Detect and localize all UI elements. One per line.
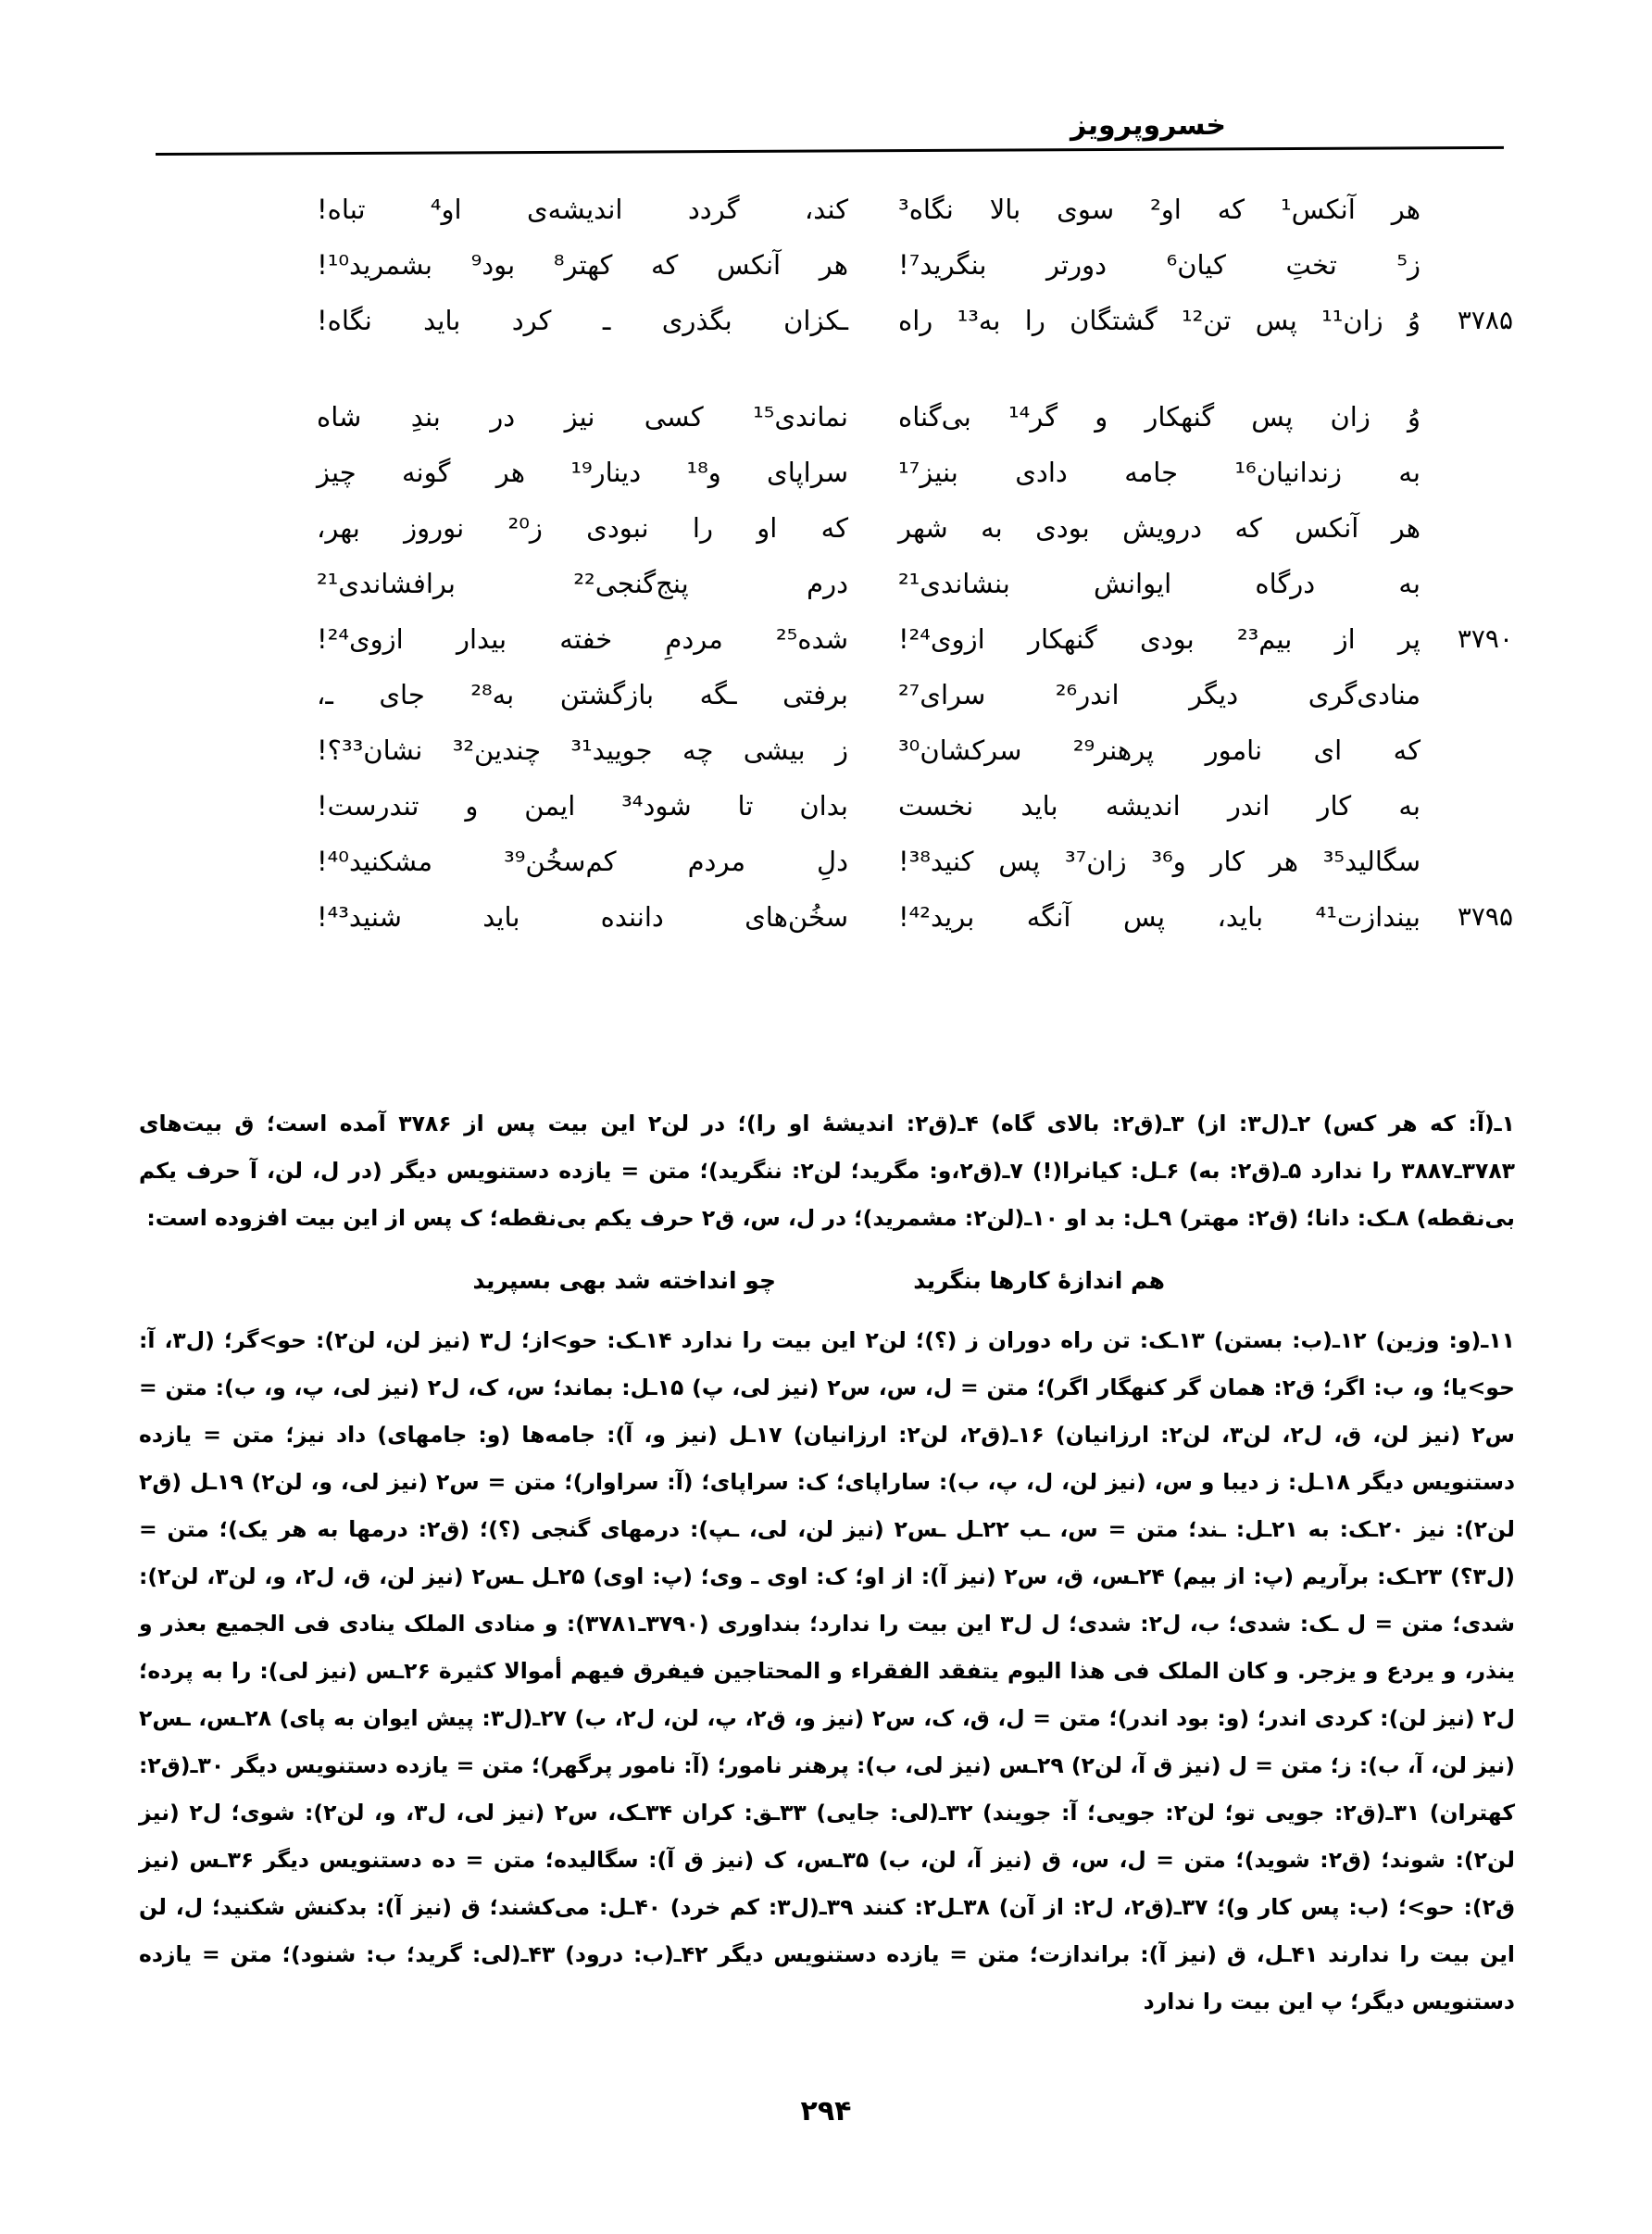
verse-word: به: [1398, 457, 1420, 488]
hemistich-first: [870, 778, 1424, 834]
hemistich-second: [317, 182, 870, 237]
verse-word: و¹⁸: [686, 457, 721, 488]
verse-word: سرای²⁷: [898, 679, 986, 710]
hemistich-first: [870, 889, 1424, 945]
verse-word: و: [1095, 401, 1108, 433]
hemistich-first: [870, 445, 1424, 500]
verse-word: و³⁶: [1151, 846, 1186, 877]
verse-line: [139, 611, 1513, 667]
verse-word: کار: [1317, 790, 1352, 822]
hemistich-first: [870, 389, 1424, 445]
verse-word: کنید³⁸!: [898, 846, 974, 877]
verse-word: هر: [819, 249, 848, 281]
hemistich-first: [870, 500, 1424, 556]
verse-line: [139, 889, 1513, 945]
verse-word: گردد: [687, 194, 740, 225]
verse-word: به: [1398, 790, 1420, 822]
verse-word: و: [465, 790, 479, 822]
verse-word: سوی: [1057, 194, 1115, 225]
verse-word: شود³⁴: [621, 790, 692, 822]
verse-word: سراپای: [767, 457, 848, 488]
verse-word: گنهکار: [1027, 623, 1097, 655]
hemistich-second-text: [317, 500, 848, 556]
verse-word: شنید⁴³!: [317, 901, 402, 933]
verse-area: [139, 182, 1513, 985]
verse-word: ـ: [602, 305, 611, 336]
hemistich-first: [870, 667, 1424, 722]
verse-word: هر: [1391, 512, 1420, 544]
verse-word: سخُن‌های: [745, 901, 848, 933]
verse-word: دادی: [1015, 457, 1068, 488]
verse-word: کرد: [511, 305, 552, 336]
verse-word: که: [1217, 194, 1245, 225]
verse-word: بود⁹: [470, 249, 516, 281]
apparatus-block-1: ۱ـ(آ: که هر کس) ۲ـ(ل۳: از) ۳ـ(ق۲: بالای گاه) ۴ـ(ق۲: اندیشهٔ او را)؛ در لن۲ این بیت پس از ۳۷۸۶ آمده است؛ ق بیت‌های ۳۷۸۳ـ۳۸۸۷ را ندارد ۵ـ(ق۲: به) ۶ـل: کیانرا(!) ۷ـ(ق۲،و: مگرید؛ لن۲: ننگرید)؛ متن = یازده دستنویس دیگر (در ل، لن، آ حرف یکم بی‌نقطه) ۸ـک: دانا؛ (ق۲: مهتر) ۹ـل: بد او ۱۰ـ(لن۲: مشمرید)؛ در ل، س، ق۲ حرف یکم بی‌نقطه؛ ک پس از این بیت افزوده است:: [139, 1111, 1516, 1231]
hemistich-first-text: [898, 611, 1420, 667]
verse-word: کار: [1210, 846, 1245, 877]
verse-word: در: [490, 401, 516, 433]
hemistich-first-text: [898, 500, 1420, 556]
verse-word: تن¹²: [1182, 305, 1232, 336]
hemistich-second: [317, 722, 870, 778]
verse-word: منادی‌گری: [1308, 679, 1420, 710]
hemistich-first-text: [898, 722, 1420, 778]
verse-word: آنکس: [1295, 512, 1359, 544]
verse-word: گونه: [402, 457, 451, 488]
verse-word: چندین³²: [452, 734, 542, 766]
verse-word: ایمن: [524, 790, 576, 822]
hemistich-first: [870, 293, 1424, 348]
verse-word: آنکس: [716, 249, 782, 281]
verse-word: چیز: [317, 457, 357, 488]
verse-word: دیگر: [1189, 679, 1239, 710]
hemistich-first: [870, 182, 1424, 237]
verse-word: به¹³: [957, 305, 1001, 336]
verse-word: خفته: [559, 623, 613, 655]
verse-word: بودی: [1035, 512, 1090, 544]
verse-word: بازگشتن: [559, 679, 655, 710]
verse-word: وُ: [1407, 401, 1420, 433]
verse-word: بنگرید⁷!: [898, 249, 987, 281]
verse-word: را: [1024, 305, 1045, 336]
hemistich-first: [870, 834, 1424, 889]
verse-line: [139, 237, 1513, 293]
hemistich-first-text: [898, 556, 1420, 611]
verse-word: پس: [1255, 305, 1297, 336]
verse-word: بیشی: [743, 734, 806, 766]
verse-word: بندِ: [410, 401, 441, 433]
verse-word: ازوی²⁴!: [898, 623, 985, 655]
stanza: [139, 389, 1513, 945]
verse-line: [139, 778, 1513, 834]
verse-word: که: [1393, 734, 1420, 766]
hemistich-second: [317, 611, 870, 667]
inserted-verse-hemistich-right: هم اندازهٔ کارها بنگرید: [913, 1267, 1165, 1294]
verse-word: ز: [834, 734, 848, 766]
running-head: [148, 109, 1504, 165]
verse-word: نگاه³: [898, 194, 954, 225]
hemistich-second-text: [317, 182, 848, 237]
verse-word: ز²⁰: [507, 512, 543, 544]
verse-word: باید: [1020, 790, 1058, 822]
verse-word: ز⁵: [1396, 249, 1420, 281]
hemistich-first: [870, 722, 1424, 778]
verse-word: بیندازت⁴¹: [1315, 901, 1420, 933]
verse-line: [139, 182, 1513, 237]
page-number: ۲۹۴: [800, 2095, 852, 2127]
verse-word: زان: [1330, 401, 1370, 433]
verse-word: که: [651, 249, 679, 281]
verse-word: باید،: [1217, 901, 1264, 933]
verse-word: شهر: [898, 512, 948, 544]
verse-word: نامور: [1205, 734, 1263, 766]
verse-line: [139, 445, 1513, 500]
hemistich-first-text: [898, 834, 1420, 889]
critical-apparatus: [139, 1100, 1515, 2026]
verse-word: جامه: [1124, 457, 1179, 488]
verse-word: زندانیان¹⁶: [1234, 457, 1342, 488]
hemistich-second-text: [317, 389, 848, 445]
verse-word: هر: [1391, 194, 1420, 225]
verse-word: شده²⁵: [776, 623, 848, 655]
verse-word: زان¹¹: [1321, 305, 1383, 336]
verse-line: [139, 500, 1513, 556]
verse-word: آنکس¹: [1281, 194, 1356, 225]
verse-word: داننده: [600, 901, 664, 933]
hemistich-second: [317, 778, 870, 834]
verse-word: ـکزان: [783, 305, 848, 336]
hemistich-second-text: [317, 889, 848, 945]
verse-word: اندیشه: [1105, 790, 1181, 822]
verse-word: جای: [379, 679, 425, 710]
verse-word: بشمرید¹⁰!: [317, 249, 432, 281]
verse-word: را: [692, 512, 713, 544]
verse-word: پس: [1251, 401, 1294, 433]
verse-word: بودی: [1140, 623, 1195, 655]
verse-word: بهر،: [317, 512, 360, 544]
verse-word: برید⁴²!: [898, 901, 975, 933]
hemistich-first-text: [898, 389, 1420, 445]
verse-word: دینار¹⁹: [570, 457, 642, 488]
running-head-title: خسروپرویز: [1070, 109, 1226, 142]
verse-word: بی‌گناه: [898, 401, 971, 433]
verse-word: ـگه: [699, 679, 737, 710]
apparatus-inserted-verse: [139, 1257, 1515, 1304]
hemistich-first-text: [898, 182, 1420, 237]
verse-word: تندرست!: [317, 790, 419, 822]
hemistich-second-text: [317, 293, 848, 348]
verse-word: گشتگان: [1070, 305, 1158, 336]
hemistich-first: [870, 611, 1424, 667]
verse-word: به: [1398, 568, 1420, 599]
verse-word: نیز: [564, 401, 595, 433]
inserted-verse-hemistich-left: چو انداخته شد بهی بسپرید: [472, 1267, 776, 1294]
verse-word: اندر: [1227, 790, 1270, 822]
verse-word: تا: [737, 790, 754, 822]
verse-word: پرهنر²⁹: [1072, 734, 1155, 766]
verse-word: سرکشان³⁰: [898, 734, 1022, 766]
verse-word: پنج‌گنجی²²: [573, 568, 689, 599]
verse-word: کند،: [804, 194, 848, 225]
verse-word: او⁴: [430, 194, 462, 225]
hemistich-second-text: [317, 237, 848, 293]
hemistich-first-text: [898, 889, 1420, 945]
hemistich-first-text: [898, 445, 1420, 500]
verse-line: [139, 834, 1513, 889]
verse-word: هر: [495, 457, 526, 488]
verse-word: نخست: [898, 790, 974, 822]
verse-word: برفتی: [782, 679, 848, 710]
stanza: [139, 182, 1513, 348]
hemistich-first-text: [898, 293, 1420, 348]
verse-word: جویید³¹: [570, 734, 653, 766]
hemistich-second-text: [317, 667, 848, 722]
verse-word: زان³⁷: [1064, 846, 1127, 877]
verse-line: [139, 293, 1513, 348]
verse-line: [139, 556, 1513, 611]
hemistich-second: [317, 500, 870, 556]
verse-word: درویش: [1122, 512, 1203, 544]
verse-number: ۳۷۹۰: [1457, 623, 1513, 654]
verse-word: مشکنید⁴⁰!: [317, 846, 433, 877]
hemistich-first-text: [898, 778, 1420, 834]
verse-word: به: [981, 512, 1003, 544]
verse-word: چه: [682, 734, 714, 766]
verse-word: تباه!: [317, 194, 366, 225]
hemistich-second: [317, 389, 870, 445]
hemistich-second-text: [317, 445, 848, 500]
verse-word: پس: [1122, 901, 1166, 933]
verse-word: بنشاندی²¹: [898, 568, 1010, 599]
verse-word: وُ: [1407, 305, 1420, 336]
verse-word: دلِ: [817, 846, 848, 877]
verse-word: مردمِ: [665, 623, 723, 655]
verse-word: نبودی: [586, 512, 649, 544]
verse-word: بدان: [799, 790, 848, 822]
verse-word: پر: [1397, 623, 1420, 655]
verse-word: ـ،: [317, 679, 333, 710]
verse-word: راه: [898, 305, 933, 336]
verse-word: باید: [482, 901, 520, 933]
verse-word: برافشاندی²¹: [317, 568, 456, 599]
verse-number: ۳۷۸۵: [1457, 305, 1513, 335]
verse-word: ازوی²⁴!: [317, 623, 404, 655]
verse-word: گنهکار: [1145, 401, 1215, 433]
verse-word: دورتر: [1046, 249, 1108, 281]
verse-line: [139, 667, 1513, 722]
hemistich-second-text: [317, 834, 848, 889]
hemistich-second: [317, 445, 870, 500]
verse-word: کم‌سخُن³⁹: [504, 846, 617, 877]
verse-word: نگاه!: [317, 305, 372, 336]
hemistich-second-text: [317, 722, 848, 778]
verse-word: که: [820, 512, 848, 544]
verse-word: سگالید³⁵: [1322, 846, 1420, 877]
hemistich-second: [317, 889, 870, 945]
verse-line: [139, 389, 1513, 445]
apparatus-block-2: ۱۱ـ(و: وزین) ۱۲ـ(ب: بستن) ۱۳ـک: تن راه دوران ز (؟)؛ لن۲ این بیت را ندارد ۱۴ـک: حو>از؛ ل۳ (نیز لن، لن۲): حو>گر؛ (ل۳، آ: حو>یا؛ و، ب: اگر؛ ق۲: همان گر کنهگار اگر)؛ متن = ل، س، س۲ (نیز لی، پ) ۱۵ـل: بماند؛ س، ک، ل۲ (نیز لی، پ، و، ب): متن = س۲ (نیز لن، ق، ل۲، لن۳، لن۲: ارزانیان) ۱۶ـ(ق۲، لن۲: ارزانیان) ۱۷ـل (نیز و، آ): جامه‌ها (و: جامهای) داد نیز؛ متن = یازده دستنویس دیگر ۱۸ـل: ز دیبا و س، (نیز لن، ل، پ، ب): ساراپای؛ ک: سراپای؛ (آ: سراوار)؛ متن = س۲ (نیز لی، و، لن۲) ۱۹ـل (ق۲ لن۲): نیز ۲۰ـک: به ۲۱ـل: ـند؛ متن = س، ـب ۲۲ـل ـس۲ (نیز لن، لی، ـپ): درمهای گنجی (؟)؛ (ق۲: درمها به هر یک)؛ متن = (ل۳؟) ۲۳ـک: برآریم (پ: از بیم) ۲۴ـس، ق، س۲ (نیز آ): از او؛ ک: اوی ـ وی؛ (پ: اوی) ۲۵ـل ـس۲ (نیز لن، ق، ل۲، و، لن۳، لن۲): شدی؛ متن = ل ـک: شدی؛ ب، ل۲: شدی؛ ل ل۳ این بیت را ندارد؛ بنداوری (۳۷۹۰ـ۳۷۸۱): و منادی الملک ینادی فی الجمیع بعذر و ینذر، و یردع و یزجر. و کان الملک فی هذا الیوم یتفقد الفقراء و المحتاجین فیفرق فیهم أموالا کثیرة ۲۶ـس (نیز لی): را به پرده؛ ل۲ (نیز لن): کردی اندر؛ (و: بود اندر)؛ متن = ل، ق، ک، س۲ (نیز و، ق۲، پ، لن، ل۲، ب) ۲۷ـ(ل۳: پیش ایوان به پای) ۲۸ـس، ـس۲ (نیز لن، آ، ب): ز؛ متن = ل (نیز ق آ، لن۲) ۲۹ـس (نیز لی، ب): پرهنر نامور؛ (آ: نامور پرگهر)؛ متن = یازده دستنویس دیگر ۳۰ـ(ق۲: کهتران) ۳۱ـ(ق۲: جویی تو؛ لن۲: جویی؛ آ: جویند) ۳۲ـ(لی: جایی) ۳۳ـق: کران ۳۴ـک، س۲ (نیز لی، ل۳، و، لن۲): شوی؛ ل۲ (نیز لن۲): شوند؛ (ق۲: شوید)؛ متن = ل، س، ق (نیز آ، لن، ب) ۳۵ـس، ک (نیز ق آ): سگالیده؛ متن = ده دستنویس دیگر ۳۶ـس (نیز ق۲): حو>؛ (ب: پس کار و)؛ ۳۷ـ(ق۲، ل۲: از آن) ۳۸ـل۲: کنند ۳۹ـ(ل۳: کم خرد) ۴۰ـل: می‌کشند؛ ق (نیز آ): بدکنش شکنید؛ ل، لن این بیت را ندارند ۴۱ـل، ق (نیز آ): براندازت؛ متن = یازده دستنویس دیگر ۴۲ـ(ب: درود) ۴۳ـ(لی: گرید؛ ب: شنود)؛ متن = یازده دستنویس دیگر؛ پ این بیت را ندارد: [139, 1327, 1516, 2014]
hemistich-first: [870, 556, 1424, 611]
verse-word: پس: [998, 846, 1041, 877]
hemistich-second: [317, 834, 870, 889]
verse-word: تختِ: [1285, 249, 1337, 281]
running-head-rule: [156, 146, 1504, 156]
verse-word: کسی: [644, 401, 704, 433]
verse-word: هر: [1269, 846, 1299, 877]
verse-word: نشان³³؟!: [317, 734, 423, 766]
verse-word: او: [757, 512, 778, 544]
hemistich-first: [870, 237, 1424, 293]
verse-line: [139, 722, 1513, 778]
verse-word: بیدار: [456, 623, 507, 655]
verse-word: که: [1234, 512, 1262, 544]
verse-word: بگذری: [661, 305, 732, 336]
verse-word: او²: [1150, 194, 1182, 225]
verse-word: نماندی¹⁵: [753, 401, 848, 433]
verse-word: از: [1334, 623, 1356, 655]
verse-word: بنیز¹⁷: [898, 457, 958, 488]
hemistich-first-text: [898, 237, 1420, 293]
verse-word: درم: [807, 568, 848, 599]
hemistich-second-text: [317, 556, 848, 611]
hemistich-second-text: [317, 611, 848, 667]
verse-number: ۳۷۹۵: [1457, 901, 1513, 932]
verse-word: کهتر⁸: [553, 249, 613, 281]
verse-word: نوروز: [404, 512, 465, 544]
verse-word: باید: [423, 305, 461, 336]
verse-word: مردم: [687, 846, 745, 877]
verse-word: کیان⁶: [1166, 249, 1226, 281]
verse-word: بالا: [989, 194, 1021, 225]
hemistich-first-text: [898, 667, 1420, 722]
verse-word: بیم²³: [1236, 623, 1293, 655]
hemistich-second: [317, 556, 870, 611]
verse-word: آنگه: [1026, 901, 1071, 933]
verse-word: شاه: [317, 401, 362, 433]
verse-word: ایوانش: [1094, 568, 1172, 599]
verse-word: اندر²⁶: [1055, 679, 1120, 710]
hemistich-second: [317, 237, 870, 293]
verse-word: ای: [1313, 734, 1343, 766]
verse-word: اندیشه‌ی: [526, 194, 623, 225]
verse-word: درگاه: [1255, 568, 1316, 599]
verse-word: به²⁸: [470, 679, 515, 710]
hemistich-second-text: [317, 778, 848, 834]
hemistich-second: [317, 293, 870, 348]
verse-word: گر¹⁴: [1008, 401, 1058, 433]
hemistich-second: [317, 667, 870, 722]
